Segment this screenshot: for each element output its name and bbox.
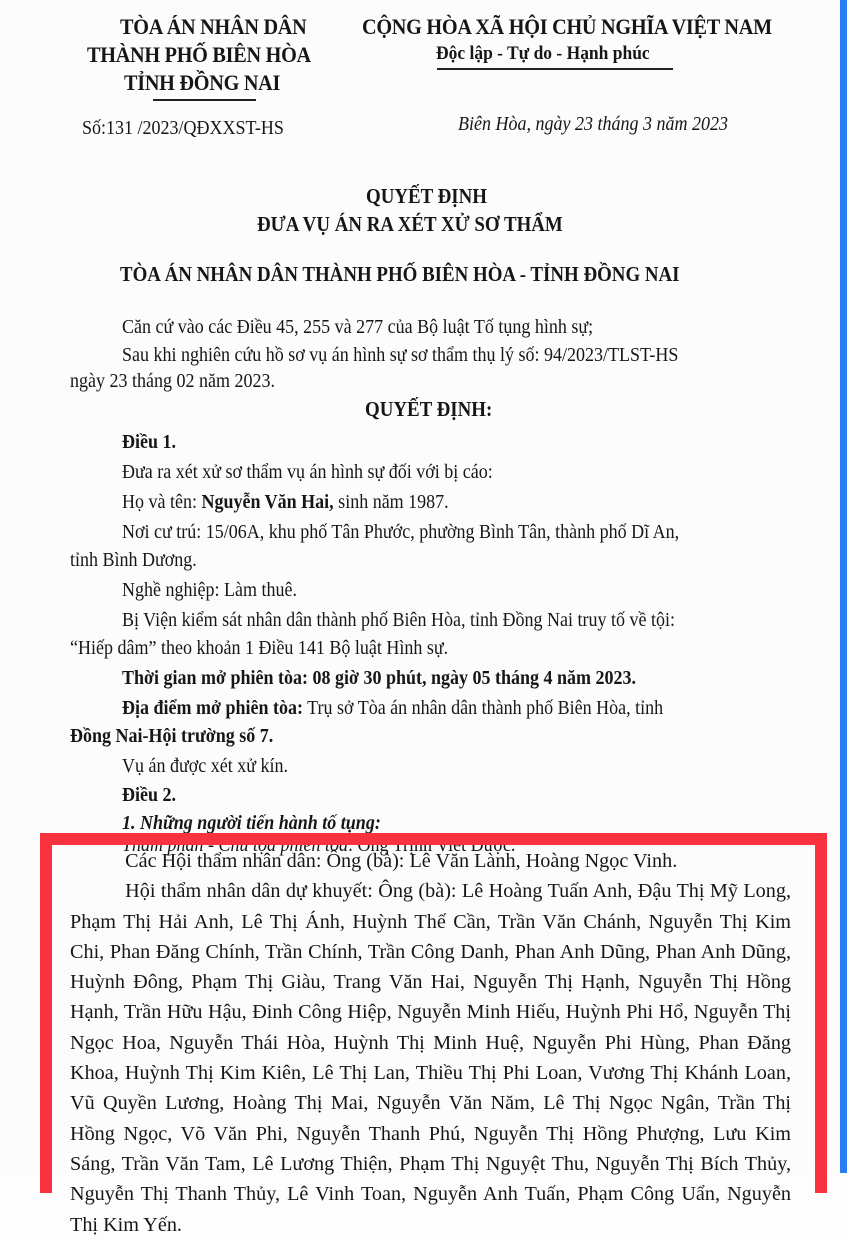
court-name-line-3: TỈNH ĐỒNG NAI (124, 70, 281, 95)
charge-line-2: “Hiếp dâm” theo khoản 1 Điều 141 Bộ luật Hình sự. (70, 637, 449, 659)
reserve-assessors: Hội thẩm nhân dân dự khuyết: Ông (bà): Lê Hoàng Tuấn Anh, Đậu Thị Mỹ Long, Phạm Thị Hải Anh, Lê Thị Ánh, Huỳnh Thế Cần, Trần Văn Chánh, Nguyễn Thị Kim Chi, Phan Đăng Chính, Trần Chính, Trần Công Danh, Phan Anh Dũng, Phan Anh Dũng, Huỳnh Đông, Phạm Thị Giàu, Trang Văn Hai, Nguyễn Thị Hạnh, Nguyễn Thị Hồng Hạnh, Trần Hữu Hậu, Đinh Công Hiệp, Nguyễn Minh Hiếu, Huỳnh Phi Hổ, Nguyễn Thị Ngọc Hoa, Nguyễn Thái Hòa, Huỳnh Thị Minh Huệ, Nguyễn Phi Hùng, Phan Đăng Khoa, Huỳnh Thị Kim Kiên, Lê Thị Lan, Thiều Thị Phi Loan, Vương Thị Khánh Loan, Vũ Quyền Lương, Hoàng Thị Mai, Nguyễn Văn Năm, Lê Thị Ngọc Ngân, Trần Thị Hồng Ngọc, Võ Văn Phi, Nguyễn Thanh Phú, Nguyễn Thị Hồng Phượng, Lưu Kim Sáng, Trần Văn Tam, Lê Lương Thiện, Phạm Thị Nguyệt Thu, Nguyễn Thị Bích Thủy, Nguyễn Thị Thanh Thủy, Lê Vinh Toan, Nguyễn Anh Tuấn, Phạm Công Uẩn, Nguyễn Thị Kim Yến. (70, 880, 792, 1236)
case-study-line-1: Sau khi nghiên cứu hồ sơ vụ án hình sự sơ thẩm thụ lý số: 94/2023/TLST-HS (122, 344, 679, 366)
article-2-heading: Điều 2. (122, 784, 176, 806)
court-name-line-2: THÀNH PHỐ BIÊN HÒA (87, 42, 311, 67)
defendant-birth-year: sinh năm 1987. (333, 491, 449, 513)
defendant-name-label: Họ và tên: (122, 491, 202, 513)
residence-line-1: Nơi cư trú: 15/06A, khu phố Tân Phước, phường Bình Tân, thành phố Dĩ An, (122, 521, 680, 543)
trial-place-value: Trụ sở Tòa án nhân dân thành phố Biên Hòa, tỉnh (302, 697, 664, 719)
procedural-persons-heading: 1. Những người tiến hành tố tụng: (122, 812, 381, 834)
header-right-rule (437, 68, 673, 70)
residence-line-2: tỉnh Bình Dương. (70, 549, 197, 571)
decision-subtitle: ĐƯA VỤ ÁN RA XÉT XỬ SƠ THẨM (257, 212, 563, 236)
occupation: Nghề nghiệp: Làm thuê. (122, 579, 297, 601)
decision-title: QUYẾT ĐỊNH (366, 184, 487, 208)
trial-time (122, 667, 636, 690)
national-motto: Độc lập - Tự do - Hạnh phúc (436, 43, 650, 64)
edge-strip (840, 0, 847, 1173)
defendant-name: Nguyễn Văn Hai, (201, 491, 334, 513)
defendant-name-line (122, 491, 449, 514)
legal-basis: Căn cứ vào các Điều 45, 255 và 277 của Bộ luật Tố tụng hình sự; (122, 316, 594, 338)
case-study-line-2: ngày 23 tháng 02 năm 2023. (70, 370, 275, 392)
article-1-heading: Điều 1. (122, 431, 176, 453)
charge-line-1: Bị Viện kiểm sát nhân dân thành phố Biên Hòa, tỉnh Đồng Nai truy tố về tội: (122, 609, 676, 631)
trial-time-value: 08 giờ 30 phút, ngày 05 tháng 4 năm 2023. (307, 667, 637, 689)
trial-place-label: Địa điểm mở phiên tòa: (122, 697, 303, 719)
trial-time-label: Thời gian mở phiên tòa: (122, 667, 308, 689)
presiding-judge-label: Thẩm phán - Chủ tọa phiên tòa (122, 834, 349, 856)
closed-trial-note: Vụ án được xét xử kín. (122, 755, 289, 777)
country-name: CỘNG HÒA XÃ HỘI CHỦ NGHĨA VIỆT NAM (362, 14, 772, 39)
header-left-rule (153, 99, 256, 101)
highlighted-assessors (70, 846, 791, 1240)
people-assessors: Các Hội thẩm nhân dân: Ông (bà): Lê Văn Lành, Hoàng Ngọc Vinh. (125, 850, 678, 872)
trial-place-line-2: Đồng Nai-Hội trường số 7. (70, 725, 274, 747)
article-1-intro: Đưa ra xét xử sơ thẩm vụ án hình sự đối với bị cáo: (122, 461, 493, 483)
place-and-date: Biên Hòa, ngày 23 tháng 3 năm 2023 (458, 113, 728, 135)
issuing-court: TÒA ÁN NHÂN DÂN THÀNH PHỐ BIÊN HÒA - TỈNH ĐỒNG NAI (120, 262, 680, 286)
presiding-judge-value: : Ông Trịnh Viết Dược. (348, 834, 516, 856)
court-name-line-1: TÒA ÁN NHÂN DÂN (120, 14, 307, 39)
document-number: Số:131 /2023/QĐXXST-HS (82, 117, 284, 139)
trial-place-line-1 (122, 697, 663, 720)
decision-heading: QUYẾT ĐỊNH: (365, 397, 493, 421)
